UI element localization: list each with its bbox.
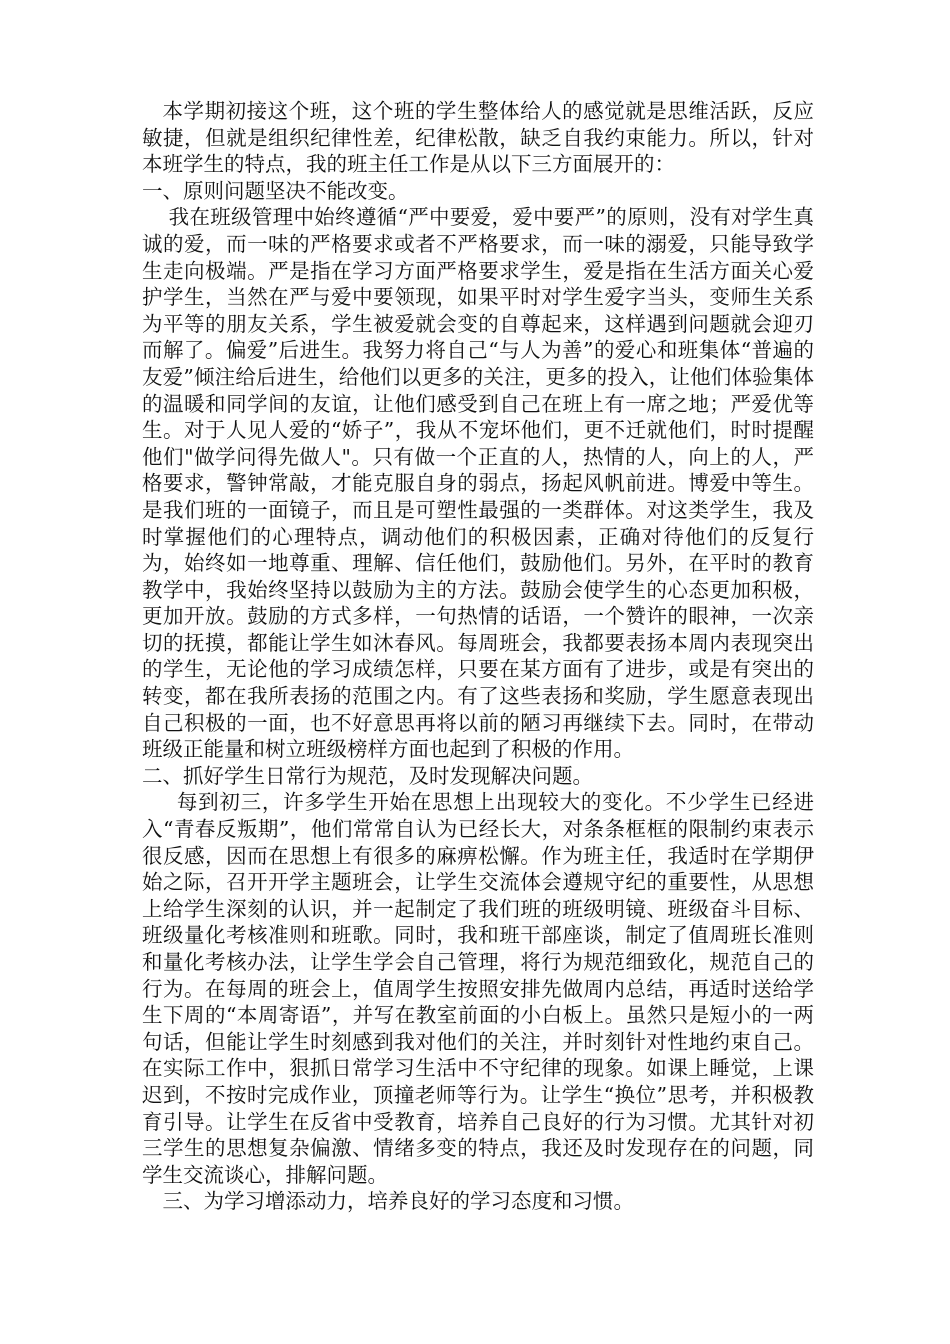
intro-paragraph: 本学期初接这个班，这个班的学生整体给人的感觉就是思维活跃，反应敏捷，但就是组织纪律性差，纪律松散，缺乏自我约束能力。所以，针对本班学生的特点，我的班主任工作是从以下三方面展开的： [142, 99, 814, 177]
section-2-heading: 二、抓好学生日常行为规范，及时发现解决问题。 [142, 763, 593, 788]
document-page [142, 98, 814, 1215]
section-1-body: 我在班级管理中始终遵循“严中要爱，爱中要严”的原则，没有对学生真诚的爱，而一味的严格要求或者不严格要求，而一味的溺爱，只能导致学生走向极端。严是指在学习方面严格要求学生，爱是指在生活方面关心爱护学生，当然在严与爱中要领现，如果平时对学生爱字当头，变师生关系为平等的朋友关系，学生被爱就会变的自尊起来，这样遇到问题就会迎刃而解了。偏爱”后进生。我努力将自己“与人为善”的爱心和班集体“普遍的友爱”倾注给后进生，给他们以更多的关注，更多的投入，让他们体验集体的温暖和同学间的友谊，让他们感受到自己在班上有一席之地；严爱优等生。对于人见人爱的“娇子”，我从不宠坏他们，更不迁就他们，时时提醒他们"做学问得先做人"。只有做一个正直的人，热情的人，向上的人，严格要求，警钟常敲，才能克服自身的弱点，扬起风帆前进。博爱中等生。是我们班的一面镜子，而且是可塑性最强的一类群体。对这类学生，我及时掌握他们的心理特点，调动他们的积极因素，正确对待他们的反复行为，始终如一地尊重、理解、信任他们，鼓励他们。另外，在平时的教育教学中，我始终坚持以鼓励为主的方法。鼓励会使学生的心态更加积极，更加开放。鼓励的方式多样，一句热情的话语，一个赞许的眼神，一次亲切的抚摸，都能让学生如沐春风。每周班会，我都要表扬本周内表现突出的学生，无论他的学习成绩怎样，只要在某方面有了进步，或是有突出的转变，都在我所表扬的范围之内。有了这些表扬和奖励，学生愿意表现出自己积极的一面，也不好意思再将以前的陋习再继续下去。同时，在带动班级正能量和树立班级榜样方面也起到了积极的作用。 [142, 205, 814, 762]
section-2-body: 每到初三，许多学生开始在思想上出现较大的变化。不少学生已经进入“青春反叛期”，他们常常自认为已经长大，对条条框框的限制约束表示很反感，因而在思想上有很多的麻痹松懈。作为班主任，我适时在学期伊始之际，召开开学主题班会，让学生交流体会遵规守纪的重要性，从思想上给学生深刻的认识，并一起制定了我们班的班级明镜、班级奋斗目标、班级量化考核准则和班歌。同时，我和班干部座谈，制定了值周班长准则和量化考核办法，让学生学会自己管理，将行为规范细致化，规范自己的行为。在每周的班会上，值周学生按照安排先做周内总结，再适时送给学生下周的“本周寄语”，并写在教室前面的小白板上。虽然只是短小的一两句话，但能让学生时刻感到我对他们的关注，并时刻针对性地约束自己。在实际工作中，狠抓日常学习生活中不守纪律的现象。如课上睡觉，上课迟到，不按时完成作业，顶撞老师等行为。让学生“换位”思考，并积极教育引导。让学生在反省中受教育，培养自己良好的行为习惯。尤其针对初三学生的思想复杂偏激、情绪多变的特点，我还及时发现存在的问题，同学生交流谈心，排解问题。 [142, 790, 814, 1187]
section-1-heading: 一、原则问题坚决不能改变。 [142, 178, 409, 203]
section-3-heading: 三、为学习增添动力，培养良好的学习态度和习惯。 [162, 1189, 634, 1214]
